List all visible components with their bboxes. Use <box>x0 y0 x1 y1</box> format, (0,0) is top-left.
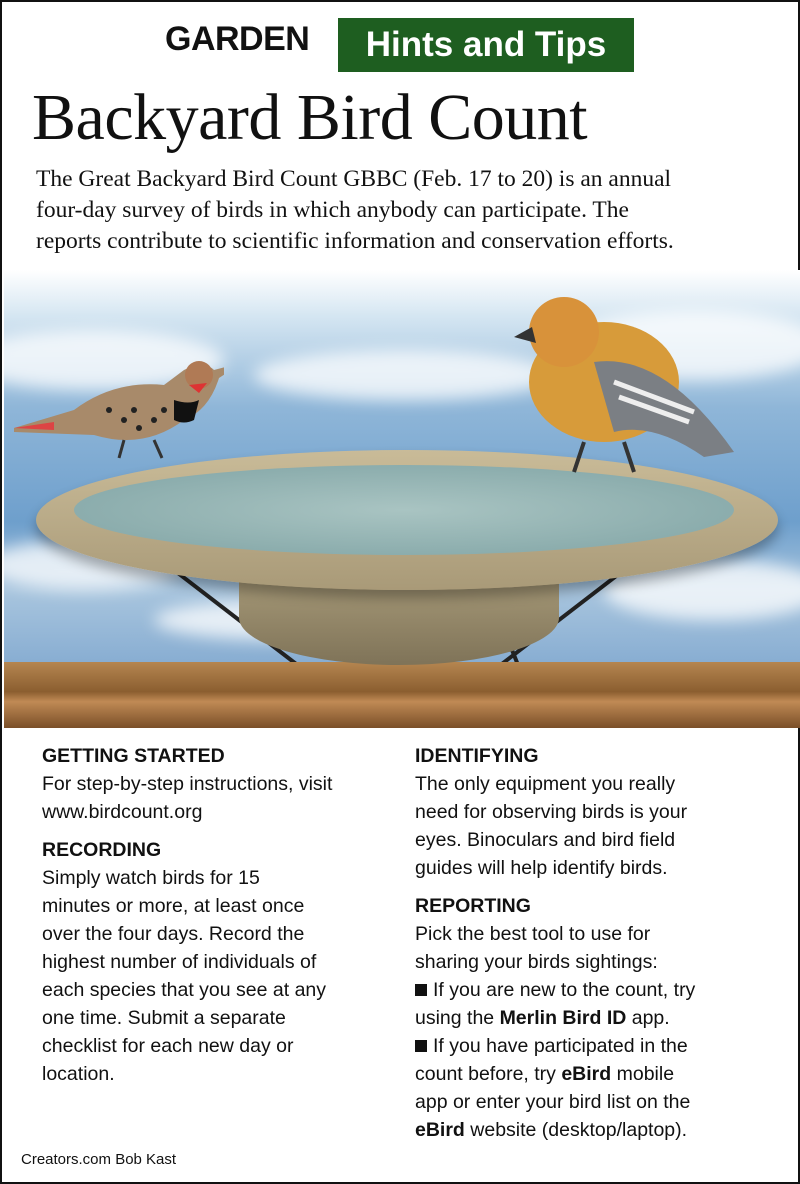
text-line <box>415 1060 695 1088</box>
section-label: GARDEN <box>165 20 310 58</box>
intro <box>36 164 674 257</box>
text-line: sharing your birds sightings: <box>415 951 658 973</box>
text: using the <box>415 1007 500 1029</box>
grosbeak-bird <box>504 282 744 482</box>
text: If you are new to the count, try <box>433 979 696 1001</box>
bullet-square-icon <box>415 1040 427 1052</box>
website-link[interactable]: www.birdcount.org <box>42 801 203 823</box>
text: If you have participated in the <box>433 1035 688 1057</box>
recording-heading: RECORDING <box>42 839 162 861</box>
wooden-rail <box>4 662 800 728</box>
text: count before, try <box>415 1063 562 1085</box>
text-line: Pick the best tool to use for <box>415 923 651 945</box>
getting-started-heading: GETTING STARTED <box>42 745 225 767</box>
intro-line: reports contribute to scientific information and conservation efforts. <box>36 228 674 254</box>
text-line: over the four days. Record the <box>42 923 305 945</box>
text-line: each species that you see at any <box>42 979 327 1001</box>
text-line: For step-by-step instructions, visit <box>42 773 333 795</box>
text-line: Simply watch birds for 15 <box>42 867 260 889</box>
birdbath-photo <box>4 270 800 728</box>
identifying-heading: IDENTIFYING <box>415 745 539 767</box>
text: app. <box>626 1007 670 1029</box>
text-line <box>415 1116 695 1144</box>
intro-line: The Great Backyard Bird Count GBBC (Feb. 17 to 20) is an annual <box>36 166 672 192</box>
banner: Hints and Tips <box>338 18 634 72</box>
text-line: highest number of individuals of <box>42 951 317 973</box>
intro-line: four-day survey of birds in which anybody can participate. The <box>36 197 629 223</box>
app-name: eBird <box>561 1063 612 1085</box>
text-line <box>415 1004 695 1032</box>
reporting-heading: REPORTING <box>415 895 531 917</box>
app-name: eBird <box>415 1119 465 1141</box>
header <box>2 14 800 64</box>
page-title: Backyard Bird Count <box>32 81 588 154</box>
bullet-line <box>415 1032 695 1060</box>
text-line: checklist for each new day or <box>42 1035 294 1057</box>
left-column <box>42 742 332 1088</box>
text-line: app or enter your bird list on the <box>415 1091 691 1113</box>
credit: Creators.com Bob Kast <box>21 1151 177 1168</box>
flicker-bird <box>14 340 224 460</box>
text-line: eyes. Binoculars and bird field <box>415 829 676 851</box>
text: website (desktop/laptop). <box>464 1119 688 1141</box>
text-line: need for observing birds is your <box>415 801 688 823</box>
text-line: minutes or more, at least once <box>42 895 305 917</box>
bullet-square-icon <box>415 984 427 996</box>
text-line: one time. Submit a separate <box>42 1007 286 1029</box>
text: mobile <box>611 1063 675 1085</box>
text-line: The only equipment you really <box>415 773 676 795</box>
right-column <box>415 742 695 1144</box>
bullet-line <box>415 976 695 1004</box>
text-line: guides will help identify birds. <box>415 857 668 879</box>
text-line: location. <box>42 1063 115 1085</box>
app-name: Merlin Bird ID <box>499 1007 627 1029</box>
